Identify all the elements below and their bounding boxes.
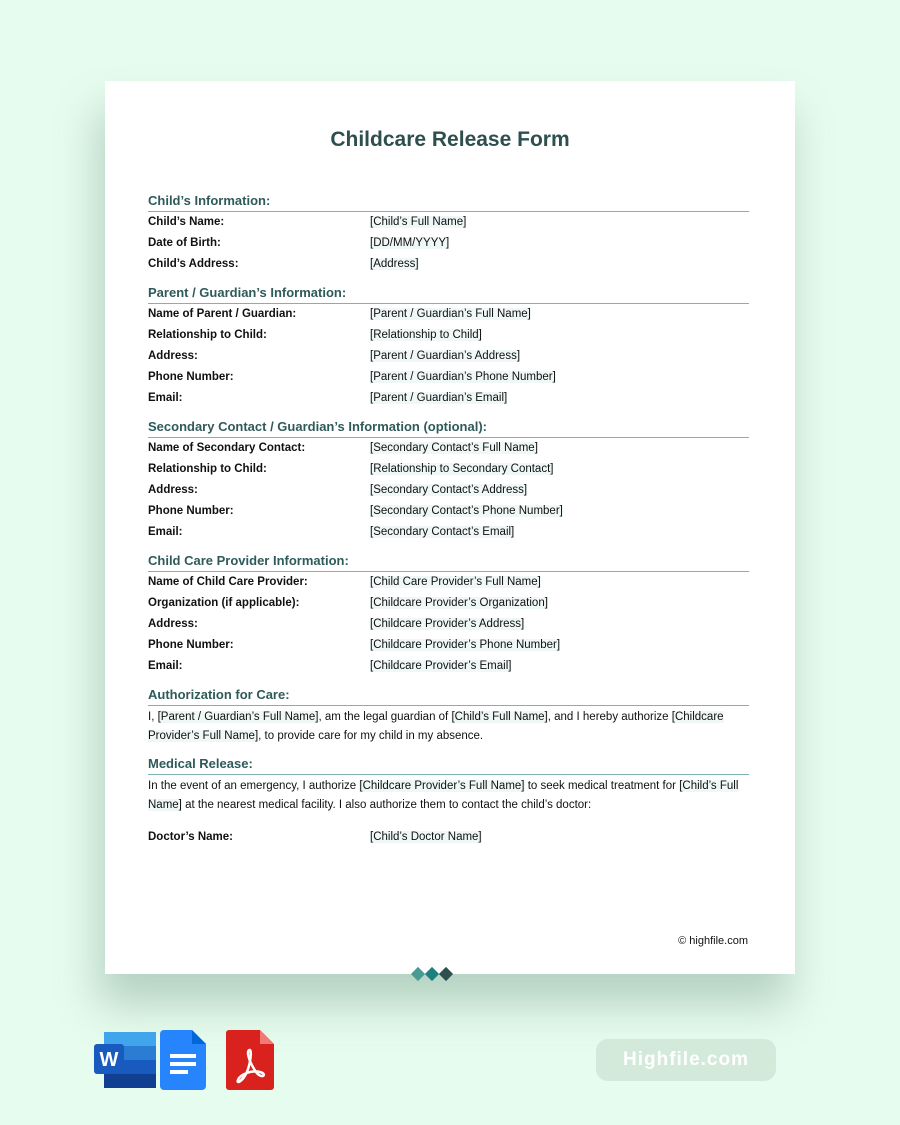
diamond-icon	[439, 967, 453, 981]
text-segment: I,	[148, 711, 158, 723]
pdf-icon[interactable]	[226, 1030, 276, 1090]
word-icon[interactable]	[94, 1030, 144, 1090]
form-row	[148, 593, 749, 614]
field-label: Phone Number:	[148, 639, 234, 651]
field-value[interactable]: [Relationship to Secondary Contact]	[370, 463, 554, 475]
field-value[interactable]: [Secondary Contact’s Phone Number]	[370, 505, 563, 517]
text-segment: , am the legal guardian of	[318, 711, 452, 723]
field-label: Organization (if applicable):	[148, 597, 300, 609]
field-value[interactable]: [Childcare Provider’s Organization]	[370, 597, 548, 609]
section-title: Medical Release:	[148, 754, 749, 775]
medical-release-section	[148, 754, 749, 848]
field-value[interactable]: [Secondary Contact’s Full Name]	[370, 442, 538, 454]
diamond-icon	[425, 967, 439, 981]
text-segment: , and I hereby authorize	[547, 711, 672, 723]
field-value[interactable]: [Child Care Provider’s Full Name]	[370, 576, 541, 588]
section-title: Secondary Contact / Guardian’s Information (optional):	[148, 417, 749, 438]
field-value[interactable]: [Parent / Guardian’s Full Name]	[370, 308, 531, 320]
medical-release-text	[148, 777, 749, 815]
form-section	[148, 551, 749, 677]
text-segment: to seek medical treatment for	[524, 780, 680, 792]
field-label: Email:	[148, 392, 183, 404]
field-label: Child’s Name:	[148, 216, 225, 228]
text-segment: , to provide care for my child in my absence.	[258, 730, 484, 742]
form-row	[148, 254, 749, 275]
form-row	[148, 367, 749, 388]
form-row	[148, 388, 749, 409]
field-label: Address:	[148, 350, 198, 362]
placeholder-field[interactable]: [Child’s Full Name]	[451, 711, 548, 723]
placeholder-field[interactable]: [Childcare Provider’s Full Name]	[359, 780, 525, 792]
form-row	[148, 501, 749, 522]
authorization-section	[148, 685, 749, 746]
section-title: Child’s Information:	[148, 191, 749, 212]
form-section	[148, 283, 749, 409]
field-value[interactable]: [Secondary Contact’s Address]	[370, 484, 528, 496]
field-value[interactable]: [Child’s Doctor Name]	[370, 831, 482, 843]
form-row	[148, 459, 749, 480]
field-label: Child’s Address:	[148, 258, 239, 270]
google-docs-icon[interactable]	[160, 1030, 210, 1090]
word-letter: W	[99, 1049, 119, 1071]
form-row	[148, 614, 749, 635]
highfile-brand-badge[interactable]: Highfile.com	[596, 1039, 776, 1081]
field-value[interactable]: [Child’s Full Name]	[370, 216, 467, 228]
field-value[interactable]: [Parent / Guardian’s Address]	[370, 350, 521, 362]
form-row	[148, 346, 749, 367]
field-value[interactable]: [Secondary Contact’s Email]	[370, 526, 515, 538]
field-label: Address:	[148, 618, 198, 630]
field-value[interactable]: [Address]	[370, 258, 419, 270]
field-value[interactable]: [DD/MM/YYYY]	[370, 237, 450, 249]
form-row	[148, 325, 749, 346]
field-label: Relationship to Child:	[148, 463, 267, 475]
field-value[interactable]: [Parent / Guardian’s Email]	[370, 392, 508, 404]
field-label: Doctor’s Name:	[148, 831, 233, 843]
form-section	[148, 191, 749, 275]
copyright-credit: © highfile.com	[678, 935, 748, 947]
field-label: Phone Number:	[148, 371, 234, 383]
section-title: Parent / Guardian’s Information:	[148, 283, 749, 304]
diamond-icon	[411, 967, 425, 981]
form-row	[148, 572, 749, 593]
form-content	[148, 191, 749, 856]
placeholder-field[interactable]: [Child’s Full Name]	[148, 780, 739, 811]
form-row	[148, 656, 749, 677]
field-value[interactable]: [Parent / Guardian’s Phone Number]	[370, 371, 556, 383]
form-row	[148, 827, 749, 848]
document-page	[105, 81, 795, 974]
field-value[interactable]: [Relationship to Child]	[370, 329, 482, 341]
field-label: Email:	[148, 526, 183, 538]
form-section	[148, 417, 749, 543]
field-label: Name of Parent / Guardian:	[148, 308, 297, 320]
form-row	[148, 522, 749, 543]
decorative-diamonds	[413, 965, 451, 979]
field-label: Name of Child Care Provider:	[148, 576, 308, 588]
field-label: Date of Birth:	[148, 237, 221, 249]
placeholder-field[interactable]: [Parent / Guardian’s Full Name]	[157, 711, 319, 723]
field-label: Name of Secondary Contact:	[148, 442, 306, 454]
field-label: Address:	[148, 484, 198, 496]
form-row	[148, 635, 749, 656]
form-row	[148, 212, 749, 233]
text-segment: In the event of an emergency, I authorize	[148, 780, 360, 792]
page-title: Childcare Release Form	[330, 128, 570, 151]
authorization-text	[148, 708, 749, 746]
format-icons	[94, 1030, 276, 1090]
section-title: Child Care Provider Information:	[148, 551, 749, 572]
form-row	[148, 480, 749, 501]
field-label: Email:	[148, 660, 183, 672]
field-label: Relationship to Child:	[148, 329, 267, 341]
form-row	[148, 304, 749, 325]
form-row	[148, 233, 749, 254]
form-row	[148, 438, 749, 459]
text-segment: at the nearest medical facility. I also authorize them to contact the child’s doctor:	[181, 799, 592, 811]
field-value[interactable]: [Childcare Provider’s Phone Number]	[370, 639, 561, 651]
field-label: Phone Number:	[148, 505, 234, 517]
section-title: Authorization for Care:	[148, 685, 749, 706]
field-value[interactable]: [Childcare Provider’s Email]	[370, 660, 512, 672]
placeholder-field[interactable]: [Childcare Provider’s Full Name]	[148, 711, 724, 742]
field-value[interactable]: [Childcare Provider’s Address]	[370, 618, 525, 630]
